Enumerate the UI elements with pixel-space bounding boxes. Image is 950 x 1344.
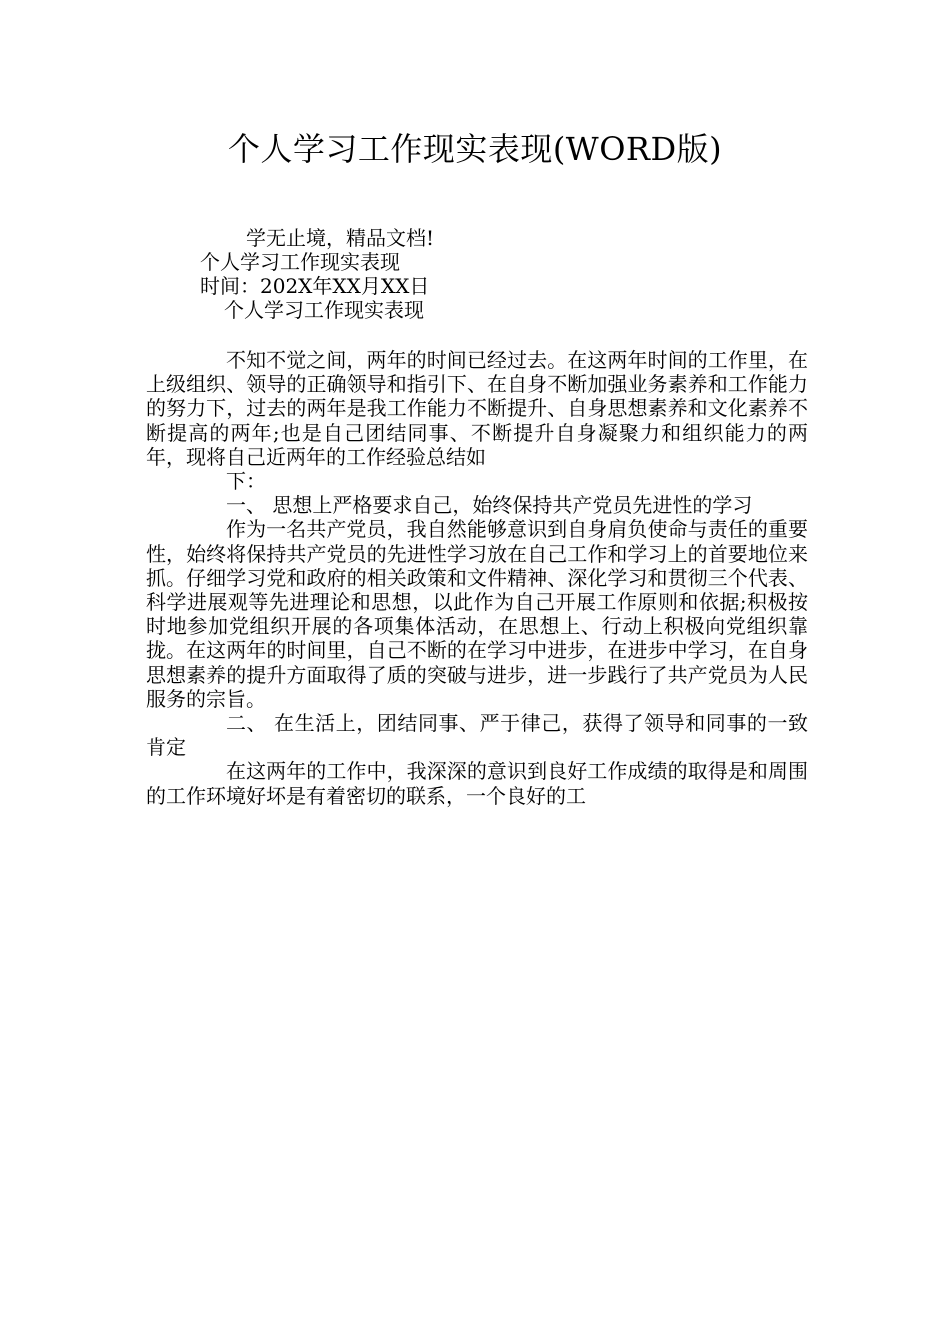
motto-line: 学无止境，精品文档! [246,226,435,250]
paragraph-intro: 不知不觉之间，两年的时间已经过去。在这两年时间的工作里，在上级组织、领导的正确领导和指引下、在自身不断加强业务素养和工作能力的努力下，过去的两年是我工作能力不断提升、自身思想素养和文化素养不断提高的两年;也是自己团结同事、不断提升自身凝聚力和组织能力的两年，现将自己近两年的工作经验总结如 [146,348,808,469]
section-heading-1: 一、 思想上严格要求自己，始终保持共产党员先进性的学习 [226,493,753,518]
subtitle-line: 个人学习工作现实表现 [200,250,400,274]
paragraph-section-2: 在这两年的工作中，我深深的意识到良好工作成绩的取得是和周围的工作环境好坏是有着密切的联系，一个良好的工 [146,759,808,808]
paragraph-section-1: 作为一名共产党员，我自然能够意识到自身肩负使命与责任的重要性，始终将保持共产党员的先进性学习放在自己工作和学习上的首要地位来抓。仔细学习党和政府的相关政策和文件精神、深化学习和贯彻三个代表、科学进展观等先进理论和思想，以此作为自己开展工作原则和依据;积极按时地参加党组织开展的各项集体活动，在思想上、行动上积极向党组织靠拢。在这两年的时间里，自己不断的在学习中进步，在进步中学习，在自身思想素养的提升方面取得了质的突破与进步，进一步践行了共产党员为人民服务的宗旨。 [146,517,808,711]
paragraph-intro-continuation: 下： [226,469,266,494]
section-heading-2: 二、 在生活上，团结同事、严于律己，获得了领导和同事的一致肯定 [146,711,808,760]
subtitle-repeat-line: 个人学习工作现实表现 [224,298,424,322]
document-body [146,348,808,808]
document-title: 个人学习工作现实表现(WORD版) [227,130,723,168]
date-line: 时间：202X年XX月XX日 [200,274,430,298]
